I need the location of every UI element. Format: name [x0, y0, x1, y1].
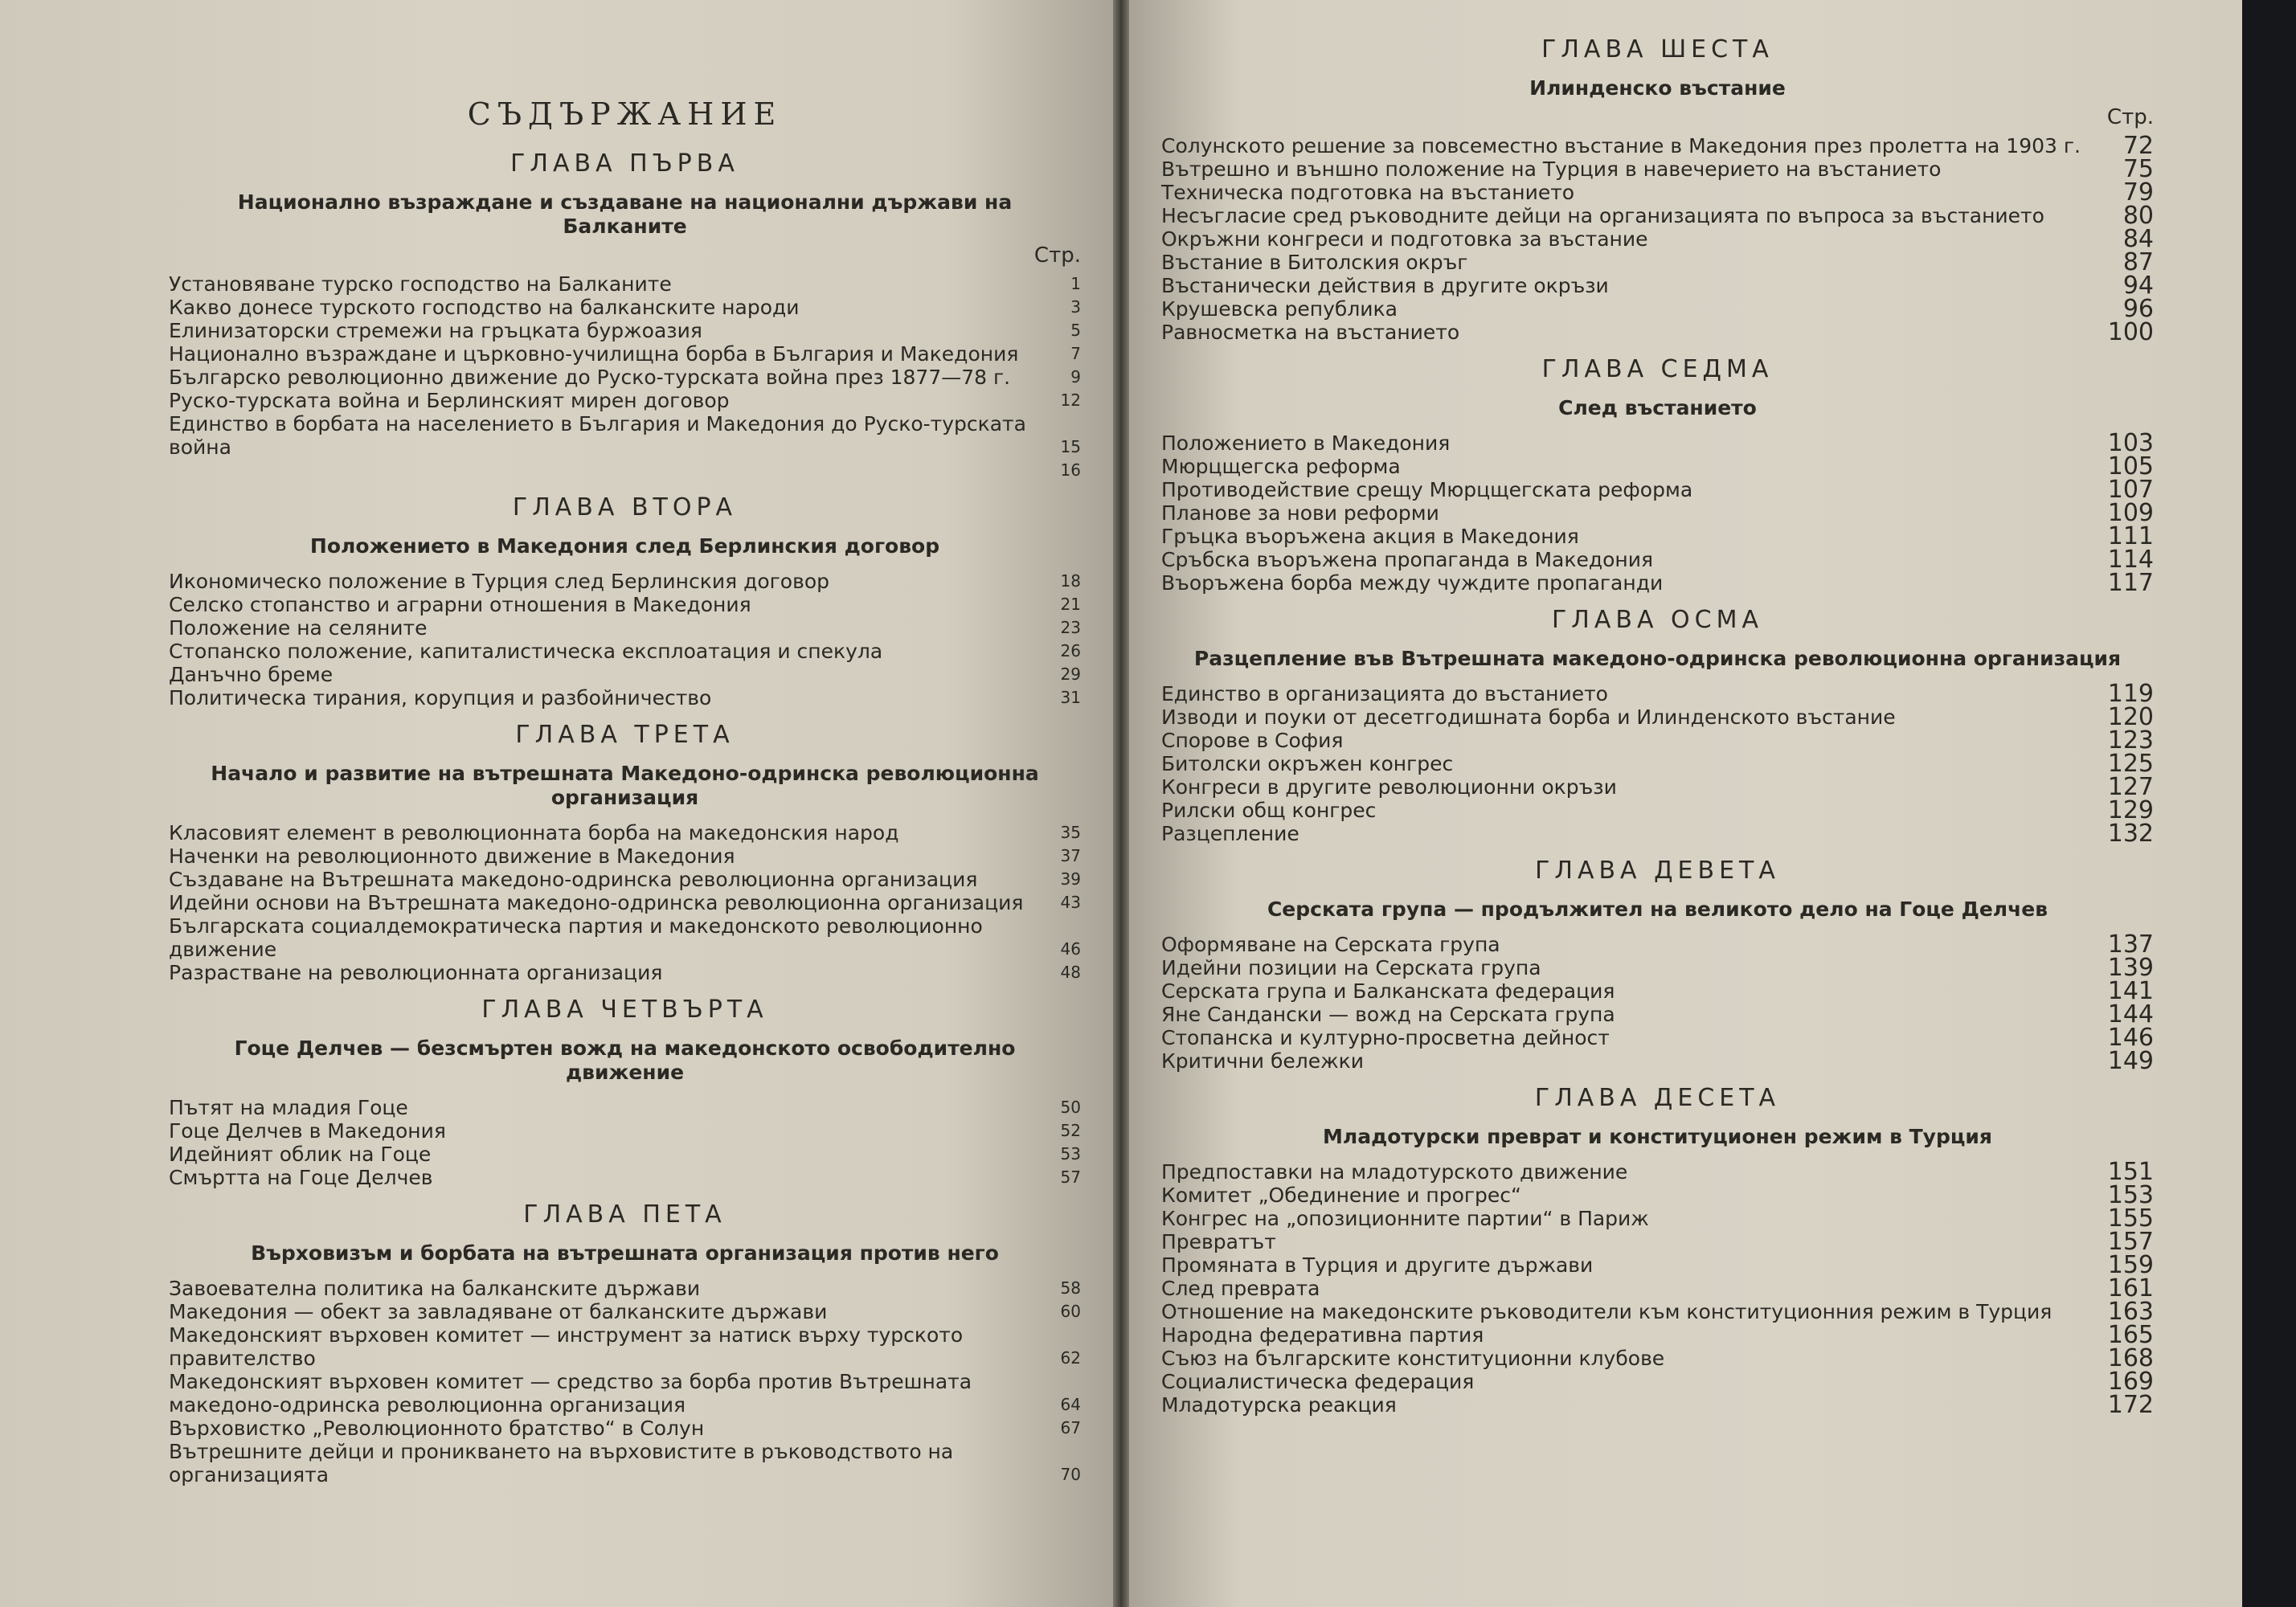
entry-title: Установяване турско господство на Балканите [169, 272, 672, 296]
book-gutter [1113, 0, 1129, 1607]
chapter-section [1161, 35, 2154, 344]
entry-page-number: 64 [1060, 1395, 1081, 1414]
entry-title: След преврата [1161, 1277, 1320, 1300]
entry-page-number: 159 [2107, 1251, 2154, 1279]
toc-entry [1161, 1298, 2154, 1326]
entry-page-number: 60 [1060, 1302, 1081, 1321]
entry-title: Критични бележки [1161, 1049, 1365, 1073]
toc-entry [1161, 318, 2154, 346]
entry-page-number: 35 [1060, 823, 1081, 842]
toc-entry [1161, 476, 2154, 504]
toc-entry [169, 319, 1081, 342]
toc-entry [1161, 501, 2154, 525]
entry-page-number: 105 [2107, 452, 2154, 480]
entry-page-number: 48 [1060, 963, 1081, 982]
toc-entry [169, 1119, 1081, 1143]
entry-page-number: 53 [1060, 1144, 1081, 1163]
toc-entry [1161, 1253, 2154, 1277]
entry-page-number: 7 [1070, 344, 1081, 363]
entry-page-number: 23 [1060, 618, 1081, 637]
entry-title: Идейният облик на Гоце [169, 1143, 432, 1166]
toc-entry [1161, 272, 2154, 300]
entry-page-number: 46 [1060, 939, 1081, 959]
entry-title: Селско стопанство и аграрни отношения в Македония [169, 593, 751, 616]
toc-entry [169, 570, 1081, 593]
toc-entry [1161, 248, 2154, 276]
toc-entry [169, 821, 1081, 844]
entry-title: Пътят на младия Гоце [169, 1096, 408, 1119]
entry-page-number: 16 [1060, 460, 1081, 480]
entry-page-number: 169 [2107, 1368, 2154, 1396]
entry-page-number: 67 [1060, 1418, 1081, 1437]
entry-page-number: 58 [1060, 1278, 1081, 1298]
entry-title: Национално възраждане и църковно-училищна борба в България и Македония [169, 342, 1019, 366]
entry-page-number: 57 [1060, 1167, 1081, 1187]
entry-title: Положението в Македония [1161, 431, 1451, 455]
chapter-section [169, 721, 1081, 984]
chapter-title: Национално възраждане и създаване на национални държави на Балканите [237, 190, 1013, 238]
entry-title: Изводи и поуки от десетгодишната борба и Илинденското въстание [1161, 705, 1896, 729]
entry-title: Върховистко „Революционното братство“ в Солун [169, 1417, 705, 1440]
toc-entry [169, 891, 1081, 914]
entry-title: Икономическо положение в Турция след Берлинския договор [169, 570, 829, 593]
entry-page-number: 149 [2107, 1047, 2154, 1075]
entry-page-number: 52 [1060, 1121, 1081, 1140]
contents-title: СЪДЪРЖАНИЕ [467, 96, 783, 132]
toc-entry [169, 961, 1081, 984]
right-chapter-list [1161, 35, 2154, 1417]
toc-entry [169, 844, 1081, 868]
toc-entry [169, 1300, 1081, 1323]
entry-title: Оформяване на Серската група [1161, 933, 1500, 956]
entry-title: Мюрцщегска реформа [1161, 455, 1401, 478]
toc-entry [169, 412, 1081, 459]
entry-page-number: 120 [2107, 703, 2154, 731]
toc-entry [1161, 1049, 2154, 1073]
entry-title: Данъчно бреме [169, 663, 334, 686]
entry-page-number: 12 [1060, 391, 1081, 410]
toc-entry [1161, 1323, 2154, 1347]
entry-title: Народна федеративна партия [1161, 1323, 1484, 1347]
chapter-section [169, 996, 1081, 1189]
toc-entry [169, 593, 1081, 616]
toc-entry [169, 868, 1081, 891]
entry-title: Завоевателна политика на балканските държави [169, 1277, 701, 1300]
entry-title: Сръбска въоръжена пропаганда в Македония [1161, 548, 1654, 571]
toc-entry [1161, 726, 2154, 754]
entry-page-number: 165 [2107, 1321, 2154, 1349]
chapter-label: ГЛАВА ШЕСТА [1541, 35, 1774, 63]
chapter-section [1161, 606, 2154, 848]
chapter-label: ГЛАВА ПЕТА [523, 1200, 726, 1229]
chapter-title: Положението в Македония след Берлинския договор [309, 534, 940, 558]
toc-entry [169, 459, 1081, 482]
entry-title: Вътрешно и външно положение на Турция в навечерието на въстанието [1161, 157, 1942, 181]
toc-entry [1161, 571, 2154, 595]
entry-page-number: 18 [1060, 571, 1081, 591]
entry-page-number: 72 [2122, 132, 2154, 160]
entry-title: Рилски общ конгрес [1161, 799, 1377, 822]
entry-page-number: 21 [1060, 595, 1081, 614]
entry-page-number: 111 [2107, 522, 2154, 550]
toc-entry [1161, 202, 2154, 230]
chapter-label: ГЛАВА ДЕСЕТА [1534, 1084, 1781, 1112]
toc-entry [169, 1440, 1081, 1486]
toc-entry [1161, 979, 2154, 1003]
toc-entry [169, 616, 1081, 640]
entry-page-number: 161 [2107, 1274, 2154, 1302]
toc-entry [1161, 1274, 2154, 1302]
toc-entry [1161, 705, 2154, 729]
chapter-section [169, 1200, 1081, 1486]
left-chapter-list [169, 149, 1081, 1486]
entry-page-number: 43 [1060, 893, 1081, 912]
entry-title: Македония — обект за завладяване от балканските държави [169, 1300, 828, 1323]
entry-title: Разцепление [1161, 822, 1299, 845]
toc-entry [169, 1096, 1081, 1119]
entry-page-number: 144 [2107, 1000, 2154, 1028]
entry-title: Македонският върховен комитет — инструмент за натиск върху турското правителство [169, 1323, 964, 1370]
entry-page-number: 1 [1070, 274, 1081, 293]
entry-page-number: 75 [2122, 155, 2154, 183]
entry-title: Създаване на Вътрешната македоно-одринска революционна организация [169, 868, 978, 891]
chapter-label: ГЛАВА ЧЕТВЪРТА [481, 996, 768, 1024]
entry-page-number: 129 [2107, 796, 2154, 824]
chapter-title: Върховизъм и борбата на вътрешната организация против него [251, 1241, 999, 1265]
toc-entry [1161, 431, 2154, 455]
entry-title: Гоце Делчев в Македония [169, 1119, 446, 1143]
toc-entry [1161, 1228, 2154, 1256]
entry-title: Комитет „Обединение и прогрес“ [1161, 1184, 1521, 1207]
toc-entry [1161, 796, 2154, 824]
chapter-title: Гоце Делчев — безсмъртен вожд на македонското освободително движение [234, 1037, 1016, 1084]
entry-page-number: 153 [2107, 1181, 2154, 1209]
page-column-head: Стр. [2106, 105, 2154, 129]
toc-entry [1161, 297, 2154, 321]
entry-title: Положение на селяните [169, 616, 428, 640]
chapter-label: ГЛАВА ДЕВЕТА [1535, 857, 1780, 885]
chapter-label: ГЛАВА ПЪРВА [510, 149, 739, 178]
entry-title: Конгреси в другите революционни окръзи [1161, 775, 1617, 799]
entry-title: Единство в организацията до въстанието [1161, 682, 1608, 705]
entry-title: Наченки на революционното движение в Македония [169, 844, 735, 868]
toc-entry [169, 1277, 1081, 1300]
toc-entry [169, 296, 1081, 319]
entry-page-number: 114 [2107, 546, 2154, 574]
toc-entry [1161, 954, 2154, 982]
entry-title: Окръжни конгреси и подготовка за въстание [1161, 227, 1648, 251]
chapter-title: Начало и развитие на вътрешната Македоно-одринска революционна организация [211, 762, 1039, 809]
entry-page-number: 9 [1070, 367, 1081, 386]
entry-title: Идейни позиции на Серската група [1161, 956, 1541, 979]
toc-entry [169, 1166, 1081, 1189]
entry-title: Политическа тирания, корупция и разбойничество [169, 686, 712, 709]
toc-entry [1161, 178, 2154, 206]
entry-title: Крушевска република [1161, 297, 1398, 321]
entry-title: Стопанско положение, капиталистическа експлоатация и спекула [169, 640, 883, 663]
chapter-label: ГЛАВА ВТОРА [512, 493, 738, 521]
entry-title: Промяната в Турция и другите държави [1161, 1253, 1594, 1277]
toc-entry [169, 366, 1081, 389]
chapter-label: ГЛАВА ТРЕТА [515, 721, 735, 749]
entry-page-number: 31 [1060, 688, 1081, 707]
toc-entry [1161, 452, 2154, 480]
toc-entry [1161, 1024, 2154, 1052]
entry-title: Класовият елемент в революционната борба на македонския народ [169, 821, 899, 844]
entry-page-number: 127 [2107, 773, 2154, 801]
entry-page-number: 3 [1070, 297, 1081, 317]
toc-entry [1161, 820, 2154, 848]
entry-page-number: 87 [2122, 248, 2154, 276]
chapter-title: Младотурски преврат и конституционен режим в Турция [1323, 1125, 1992, 1148]
entry-page-number: 50 [1060, 1098, 1081, 1117]
entry-page-number: 157 [2107, 1228, 2154, 1256]
entry-title: Стопанска и културно-просветна дейност [1161, 1026, 1610, 1049]
entry-title: Българската социалдемократическа партия и македонското революционно движение [169, 914, 983, 961]
entry-page-number: 62 [1060, 1348, 1081, 1368]
entry-page-number: 117 [2107, 569, 2154, 597]
entry-page-number: 103 [2107, 429, 2154, 457]
entry-page-number: 109 [2107, 499, 2154, 527]
right-page [1129, 0, 2242, 1607]
entry-title: Въстание в Битолския окръг [1161, 251, 1468, 274]
entry-page-number: 70 [1060, 1465, 1081, 1484]
entry-title: Идейни основи на Вътрешната македоно-одринска революционна организация [169, 891, 1024, 914]
entry-page-number: 80 [2122, 202, 2154, 230]
entry-title: Българско революционно движение до Руско-турската война през 1877—78 г. [169, 366, 1011, 389]
entry-title: Планове за нови реформи [1161, 501, 1439, 525]
chapter-section [1161, 857, 2154, 1073]
entry-page-number: 123 [2107, 726, 2154, 754]
entry-title: Съюз на българските конституционни клубове [1161, 1347, 1665, 1370]
entry-page-number: 168 [2107, 1344, 2154, 1372]
entry-title: Въстанически действия в другите окръзи [1161, 274, 1609, 297]
toc-entry [169, 640, 1081, 663]
entry-page-number: 137 [2107, 930, 2154, 959]
chapter-title: Серската група — продължител на великото дело на Гоце Делчев [1267, 898, 2048, 921]
toc-entry [169, 1323, 1081, 1370]
entry-title: Солунското решение за повсеместно въстание в Македония през пролетта на 1903 г. [1161, 134, 2081, 157]
entry-title: Въоръжена борба между чуждите пропаганди [1161, 571, 1664, 595]
toc-entry [169, 342, 1081, 366]
entry-title: Вътрешните дейци и проникването на върховистите в ръководството на организацията [169, 1440, 954, 1486]
page-column-head: Стр. [1033, 243, 1081, 268]
entry-title: Социалистическа федерация [1161, 1370, 1475, 1393]
toc-entry [169, 914, 1081, 961]
entry-title: Яне Сандански — вожд на Серската група [1161, 1003, 1615, 1026]
entry-title: Конгрес на „опозиционните партии“ в Париж [1161, 1207, 1649, 1230]
entry-title: Смъртта на Гоце Делчев [169, 1166, 433, 1189]
entry-title: Техническа подготовка на въстанието [1161, 181, 1575, 204]
toc-entry [1161, 1344, 2154, 1372]
toc-entry [1161, 930, 2154, 959]
toc-entry [1161, 1160, 2154, 1184]
entry-title: Младотурска реакция [1161, 1393, 1397, 1417]
entry-page-number: 29 [1060, 664, 1081, 684]
entry-title: Превратът [1161, 1230, 1276, 1253]
toc-entry [1161, 750, 2154, 778]
entry-page-number: 96 [2122, 295, 2154, 323]
chapter-title: След въстанието [1558, 396, 1757, 419]
toc-entry [169, 389, 1081, 412]
entry-page-number: 79 [2122, 178, 2154, 206]
chapter-label: ГЛАВА ОСМА [1552, 606, 1763, 634]
entry-title: Битолски окръжен конгрес [1161, 752, 1454, 775]
toc-entry [169, 1417, 1081, 1440]
toc-entry [1161, 1181, 2154, 1209]
entry-page-number: 107 [2107, 476, 2154, 504]
toc-entry [1161, 522, 2154, 550]
chapter-section [1161, 1084, 2154, 1417]
entry-page-number: 94 [2122, 272, 2154, 300]
toc-entry [169, 1370, 1081, 1417]
entry-page-number: 172 [2107, 1391, 2154, 1419]
toc-entry [1161, 157, 2154, 181]
entry-page-number: 141 [2107, 977, 2154, 1005]
entry-title: Елинизаторски стремежи на гръцката буржоазия [169, 319, 702, 342]
entry-page-number: 132 [2107, 820, 2154, 848]
entry-title: Предпоставки на младотурското движение [1161, 1160, 1628, 1184]
toc-entry [1161, 680, 2154, 708]
chapter-label: ГЛАВА СЕДМА [1541, 355, 1774, 383]
entry-page-number: 26 [1060, 641, 1081, 660]
entry-page-number: 15 [1060, 437, 1081, 456]
toc-entry [1161, 775, 2154, 799]
entry-page-number: 39 [1060, 869, 1081, 889]
entry-page-number: 139 [2107, 954, 2154, 982]
toc-entry [169, 272, 1081, 296]
entry-title: Гръцка въоръжена акция в Македония [1161, 525, 1579, 548]
entry-page-number: 125 [2107, 750, 2154, 778]
entry-title: Разрастване на революционната организация [169, 961, 663, 984]
toc-entry [1161, 227, 2154, 251]
entry-title: Несъгласие сред ръководните дейци на организацията по въпроса за въстанието [1161, 204, 2044, 227]
entry-title: Равносметка на въстанието [1161, 321, 1460, 344]
entry-title: Противодействие срещу Мюрцщегската реформа [1161, 478, 1693, 501]
entry-title: Единство в борбата на населението в България и Македония до Руско-турската война [169, 412, 1026, 459]
left-page [0, 0, 1113, 1607]
toc-entry [1161, 1000, 2154, 1028]
entry-page-number: 5 [1070, 321, 1081, 340]
entry-page-number: 146 [2107, 1024, 2154, 1052]
chapter-title: Разцепление във Вътрешната македоно-одринска революционна организация [1193, 647, 2122, 670]
toc-entry [169, 1143, 1081, 1166]
toc-entry [169, 686, 1081, 709]
toc-entry [1161, 1204, 2154, 1233]
background-edge [2242, 0, 2296, 1607]
entry-page-number: 84 [2122, 225, 2154, 253]
entry-page-number: 37 [1060, 846, 1081, 865]
entry-title: Руско-турската война и Берлинският мирен договор [169, 389, 730, 412]
entry-title: Спорове в София [1161, 729, 1344, 752]
entry-page-number: 163 [2107, 1298, 2154, 1326]
entry-page-number: 119 [2107, 680, 2154, 708]
toc-entry [169, 663, 1081, 686]
toc-entry [1161, 132, 2154, 160]
chapter-section [1161, 355, 2154, 595]
chapter-section [169, 493, 1081, 709]
entry-title: Серската група и Балканската федерация [1161, 979, 1615, 1003]
toc-entry [1161, 1393, 2154, 1417]
chapter-title: Илинденско въстание [1529, 76, 1786, 100]
entry-title: Какво донесе турското господство на балканските народи [169, 296, 800, 319]
toc-entry [1161, 1368, 2154, 1396]
entry-page-number: 100 [2107, 318, 2154, 346]
entry-title: Отношение на македонските ръководители към конституционния режим в Турция [1161, 1300, 2052, 1323]
entry-page-number: 155 [2107, 1204, 2154, 1233]
entry-page-number: 151 [2107, 1158, 2154, 1186]
toc-entry [1161, 546, 2154, 574]
entry-title: Македонският върховен комитет — средство за борба против Вътрешната македоно-одринска революционна организация [169, 1370, 972, 1417]
chapter-section [169, 149, 1081, 482]
